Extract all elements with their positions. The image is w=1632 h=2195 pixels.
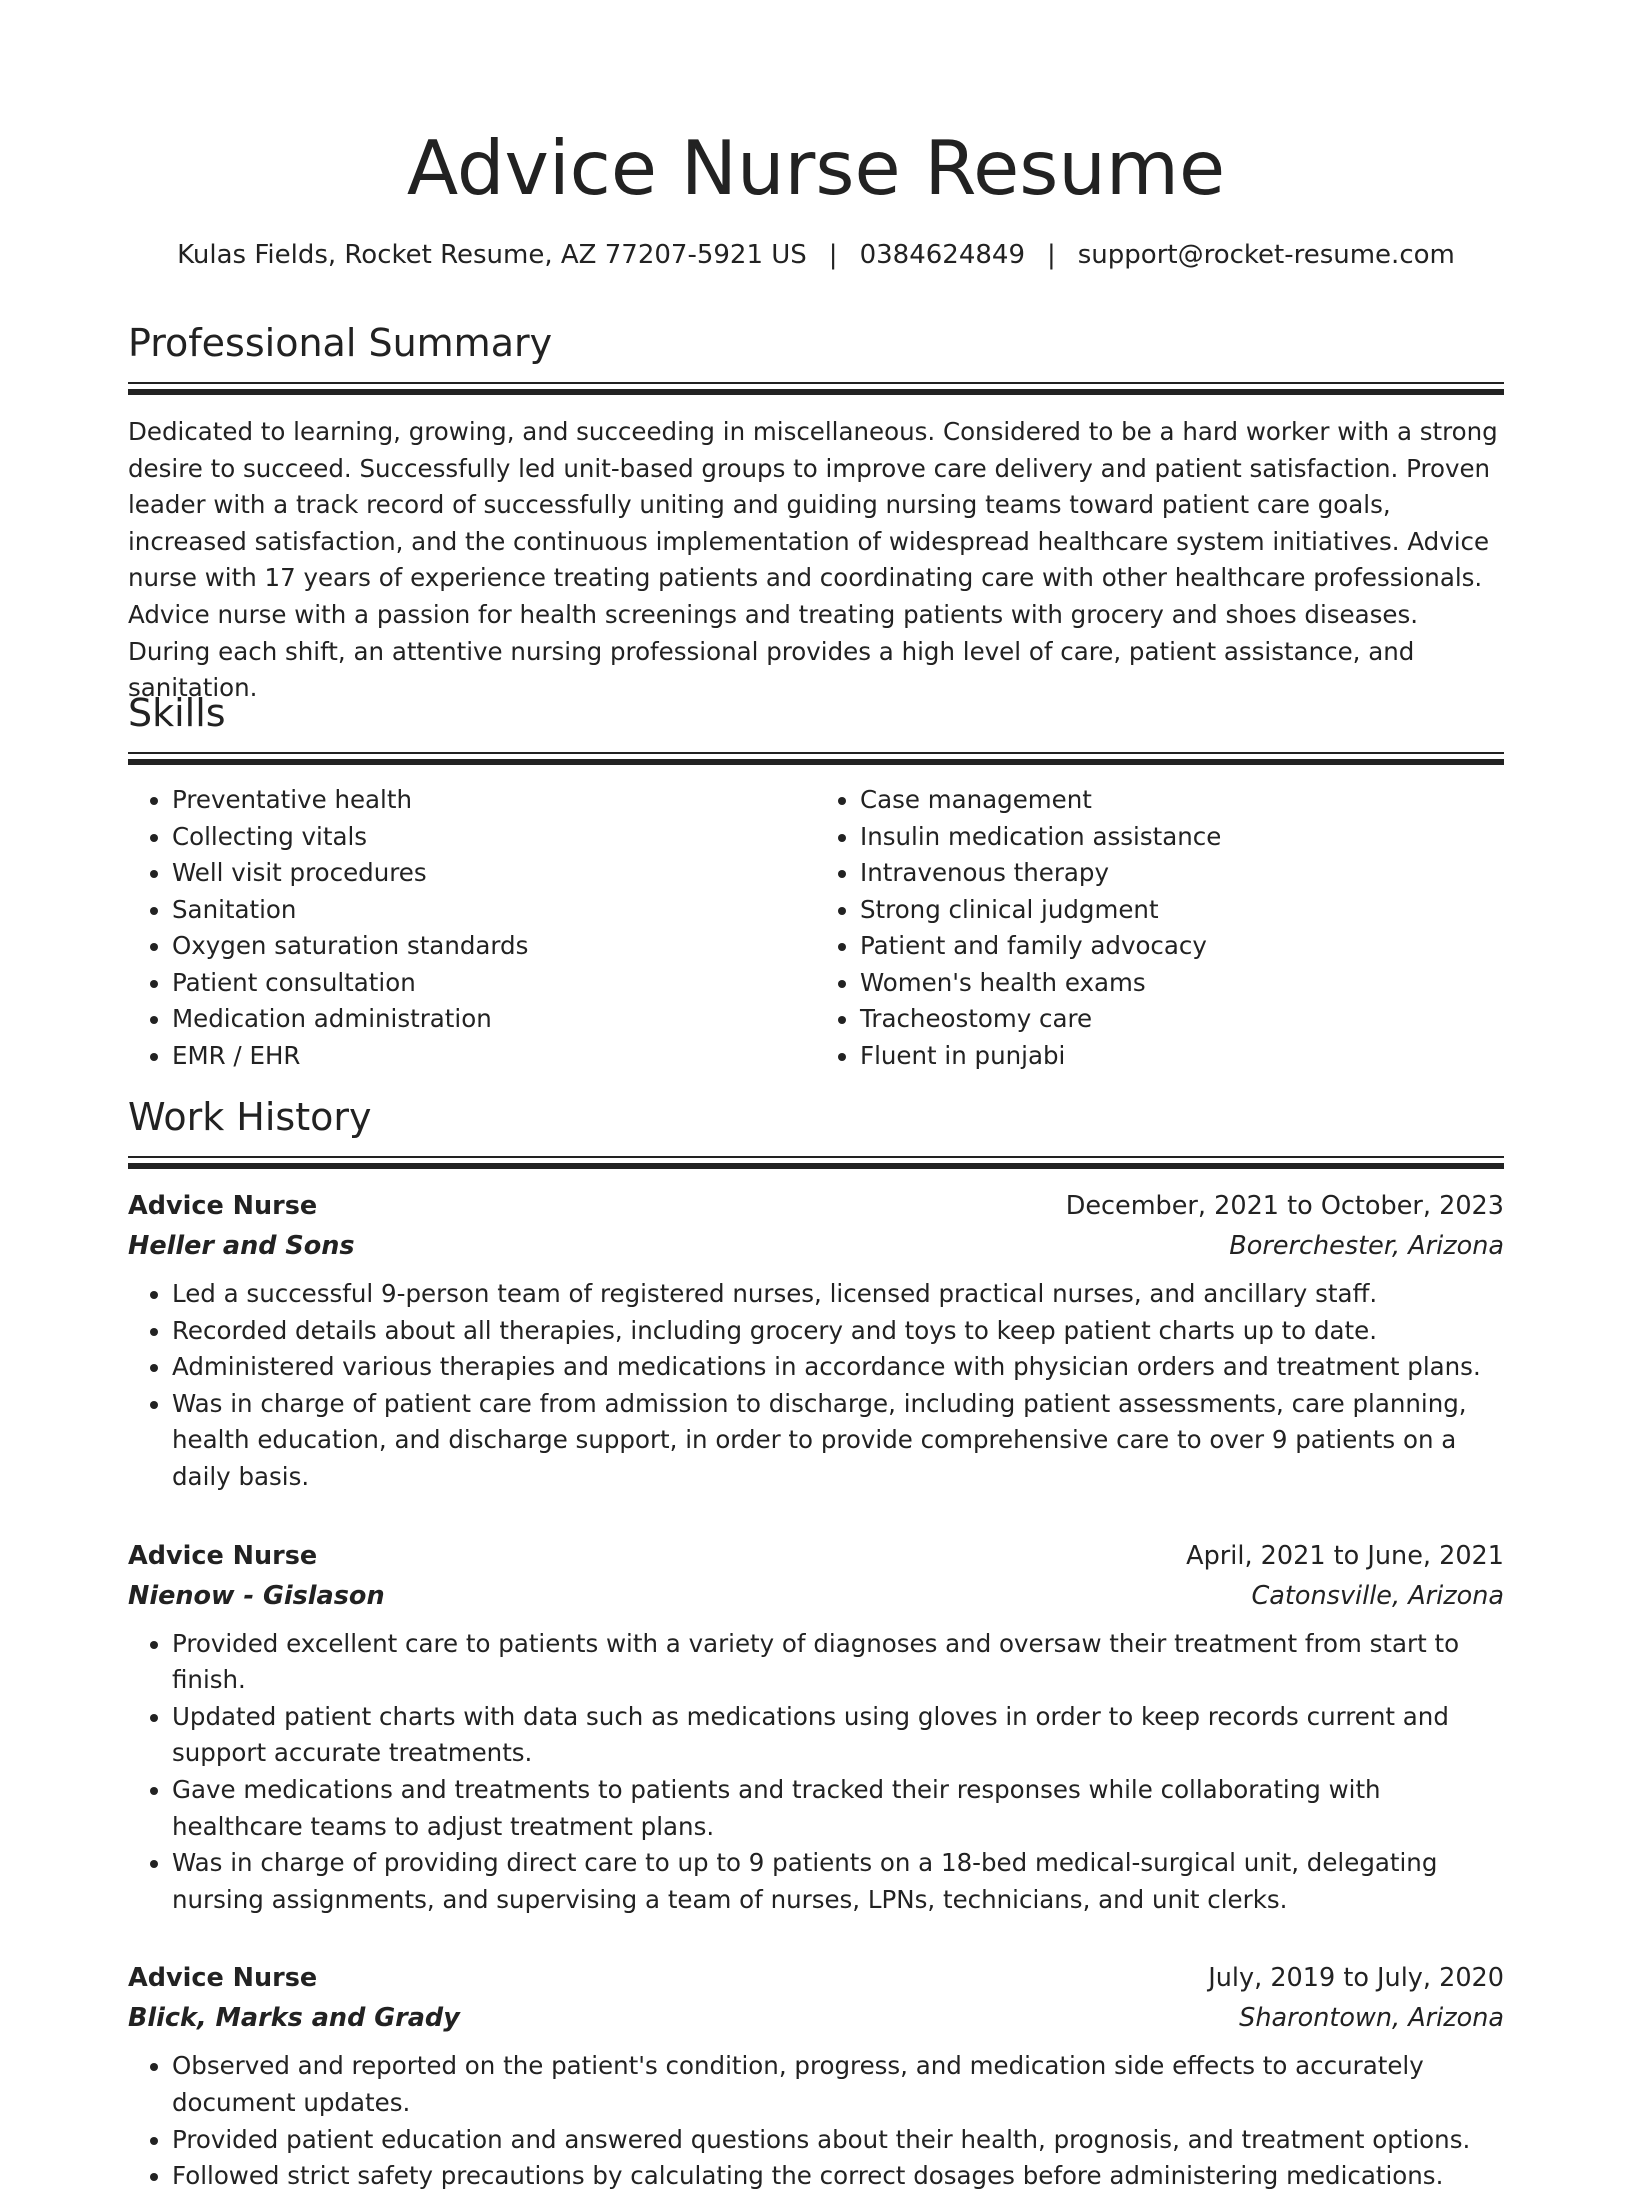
job-company-row: [128, 1226, 1504, 1266]
job-bullet: • Updated patient charts with data such as medications using gloves in order to keep records current and support accurate treatments.: [172, 1699, 1504, 1772]
job-bullets: [128, 1626, 1504, 1919]
summary-text: Dedicated to learning, growing, and succeeding in miscellaneous. Considered to be a hard worker with a strong desire to succeed. Successfully led unit-based groups to improve care delivery and patient satisfaction. Proven leader with a track record of successfully uniting and guiding nursing teams toward patient care goals, increased satisfaction, and the continuous implementation of widespread healthcare system initiatives. Advice nurse with 17 years of experience treating patients and coordinating care with other healthcare professionals. Advice nurse with a passion for health screenings and treating patients with grocery and shoes diseases. During each shift, an attentive nursing professional provides a high level of care, patient assistance, and sanitation.: [128, 417, 1498, 703]
skill-item: • Women's health exams: [860, 965, 1504, 1002]
skills-section: [128, 688, 1504, 1074]
job-bullet: • Was in charge of providing direct care to up to 9 patients on a 18-bed medical-surgical unit, delegating nursing assignments, and supervising a team of nurses, LPNs, technicians, and unit clerks.: [172, 1845, 1504, 1918]
skills-column-right: [816, 782, 1504, 1074]
contact-address: Kulas Fields, Rocket Resume, AZ 77207-5921 US: [177, 240, 807, 270]
resume-page: [128, 0, 1504, 2191]
skills-grid: [128, 782, 1504, 1074]
job-entry: [128, 1536, 1504, 1919]
skill-item: • Patient consultation: [172, 965, 816, 1002]
job-dates: July, 2019 to July, 2020: [1208, 1963, 1504, 1994]
skill-item: • Well visit procedures: [172, 855, 816, 892]
job-title: Advice Nurse: [128, 1191, 318, 1221]
job-company: Heller and Sons: [128, 1231, 355, 1261]
contact-email: support@rocket-resume.com: [1077, 240, 1455, 270]
section-heading-work-history: Work History: [128, 1095, 372, 1139]
job-company: Blick, Marks and Grady: [128, 2003, 460, 2034]
page-title: Advice Nurse Resume: [406, 124, 1226, 212]
section-divider: [128, 382, 1504, 392]
job-bullet: • Observed and reported on the patient's condition, progress, and medication side effects to accurately document updates.: [172, 2048, 1504, 2121]
job-bullets: [128, 2048, 1504, 2194]
job-title: Advice Nurse: [128, 1963, 318, 1994]
section-divider: [128, 752, 1504, 762]
job-location: Sharontown, Arizona: [1239, 2003, 1504, 2034]
job-bullet: • Recorded details about all therapies, including grocery and toys to keep patient charts up to date.: [172, 1313, 1504, 1350]
skill-item: • Strong clinical judgment: [860, 892, 1504, 929]
job-bullets: [128, 1276, 1504, 1496]
skill-item: • EMR / EHR: [172, 1038, 816, 1075]
skill-item: • Preventative health: [172, 782, 816, 819]
skill-item: • Sanitation: [172, 892, 816, 929]
job-title: Advice Nurse: [128, 1540, 318, 1571]
job-bullet: • Provided patient education and answered questions about their health, prognosis, and treatment options.: [172, 2122, 1504, 2159]
skill-item: • Collecting vitals: [172, 819, 816, 856]
job-company-row: [128, 1998, 1504, 2038]
skill-item: • Oxygen saturation standards: [172, 928, 816, 965]
skill-item: • Insulin medication assistance: [860, 819, 1504, 856]
job-company-row: [128, 1576, 1504, 1616]
job-dates: December, 2021 to October, 2023: [1065, 1191, 1504, 1221]
contact-separator: |: [1046, 240, 1056, 270]
job-title-row: [128, 1958, 1504, 1998]
skill-item: • Fluent in punjabi: [860, 1038, 1504, 1075]
skill-item: • Case management: [860, 782, 1504, 819]
job-location: Catonsville, Arizona: [1251, 1580, 1504, 1611]
skill-item: • Intravenous therapy: [860, 855, 1504, 892]
job-bullet: • Administered various therapies and medications in accordance with physician orders and treatment plans.: [172, 1349, 1504, 1386]
job-bullet: • Provided excellent care to patients with a variety of diagnoses and oversaw their treatment from start to finish.: [172, 1626, 1504, 1699]
job-title-row: [128, 1186, 1504, 1226]
skills-column-left: [128, 782, 816, 1074]
skill-item: • Tracheostomy care: [860, 1001, 1504, 1038]
job-bullet: • Followed strict safety precautions by calculating the correct dosages before administering medications.: [172, 2158, 1504, 2195]
skill-item: • Patient and family advocacy: [860, 928, 1504, 965]
job-entry: [128, 1186, 1504, 1496]
job-dates: April, 2021 to June, 2021: [1186, 1540, 1504, 1571]
contact-separator: |: [828, 240, 838, 270]
contact-phone: 0384624849: [859, 240, 1025, 270]
section-heading-summary: Professional Summary: [128, 321, 553, 365]
contact-line: [128, 238, 1504, 272]
job-entry: [128, 1958, 1504, 2194]
job-location: Borerchester, Arizona: [1229, 1231, 1504, 1261]
skill-item: • Medication administration: [172, 1001, 816, 1038]
professional-summary-section: [128, 318, 1504, 731]
section-divider: [128, 1156, 1504, 1166]
job-title-row: [128, 1536, 1504, 1576]
work-history-section: [128, 1092, 1504, 2195]
job-bullet: • Led a successful 9-person team of registered nurses, licensed practical nurses, and ancillary staff.: [172, 1276, 1504, 1313]
job-company: Nienow - Gislason: [128, 1580, 385, 1611]
job-bullet: • Was in charge of patient care from admission to discharge, including patient assessments, care planning, health education, and discharge support, in order to provide comprehensive care to over 9 patients on a daily basis.: [172, 1386, 1504, 1496]
section-heading-skills: Skills: [128, 691, 226, 735]
job-bullet: • Gave medications and treatments to patients and tracked their responses while collaborating with healthcare teams to adjust treatment plans.: [172, 1772, 1504, 1845]
